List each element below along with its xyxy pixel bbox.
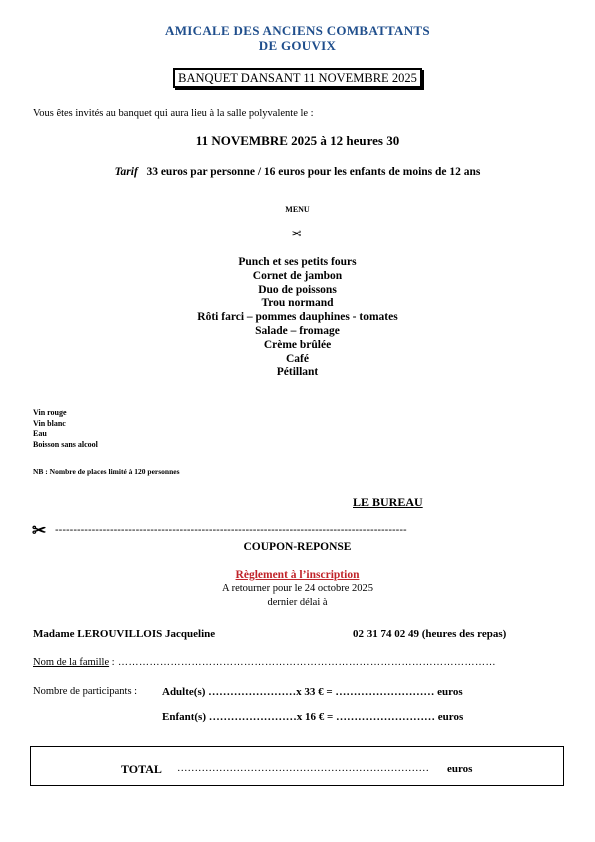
adult-count-field[interactable]: Adulte(s) ……………………x 33 € = ……………………… euros [162, 686, 463, 698]
reglement-line: Règlement à l’inscription [235, 569, 360, 581]
cut-line: ------------------------------------------------------------------------------------------------ [55, 524, 407, 536]
menu-item: Cornet de jambon [252, 269, 343, 282]
menu-item: Crème brûlée [263, 338, 332, 351]
event-date-time: 11 NOVEMBRE 2025 à 12 heures 30 [195, 133, 400, 148]
scissors-icon: ✂ [32, 521, 47, 540]
menu-item: Punch et ses petits fours [238, 256, 357, 268]
event-title-box [0, 69, 595, 87]
total-box [30, 746, 564, 786]
family-name-field[interactable]: : ……………………………………………………………………………………………… [111, 657, 497, 668]
child-count-field[interactable]: Enfant(s) ……………………x 16 € = ……………………… euros [162, 711, 464, 723]
org-name-line2: DE GOUVIX [258, 38, 337, 53]
drink-item: Boisson sans alcool [33, 439, 98, 449]
places-note: NB : Nombre de places limité à 120 personnes [33, 467, 180, 476]
contact-name: Madame LEROUVILLOIS Jacqueline [33, 628, 216, 640]
drinks-list [33, 408, 98, 450]
scissors-ornament-icon: ✂ [291, 226, 302, 240]
participants-label: Nombre de participants : [33, 686, 138, 697]
tarif-line [0, 166, 595, 178]
menu-item: Pétillant [276, 366, 319, 379]
return-date-line: A retourner pour le 24 octobre 2025 [221, 583, 374, 594]
event-title: BANQUET DANSANT 11 NOVEMBRE 2025 [173, 68, 422, 88]
menu-item: Rôti farci – pommes dauphines - tomates [197, 311, 398, 324]
drink-item: Eau [33, 429, 47, 438]
total-label: TOTAL [121, 762, 162, 776]
menu-item: Trou normand [261, 297, 334, 310]
tarif-text: 33 euros par personne / 16 euros pour les enfants de moins de 12 ans [146, 166, 481, 178]
family-name-label: Nom de la famille [33, 657, 110, 668]
menu-list [0, 256, 595, 380]
tarif-label: Tarif [114, 166, 138, 178]
coupon-title: COUPON-REPONSE [243, 541, 352, 553]
total-amount-field[interactable]: ……………………………………………………………… [177, 763, 429, 774]
menu-item: Café [286, 352, 309, 365]
family-name-row[interactable] [33, 657, 542, 668]
menu-heading: MENU [285, 205, 310, 214]
drink-item: Vin rouge [33, 408, 67, 417]
drink-item: Vin blanc [33, 418, 66, 428]
org-name-line1: AMICALE DES ANCIENS COMBATTANTS [165, 23, 430, 38]
contact-phone: 02 31 74 02 49 (heures des repas) [353, 628, 507, 640]
invitation-intro: Vous êtes invités au banquet qui aura lieu à la salle polyvalente le : [33, 108, 314, 119]
signature-le-bureau: LE BUREAU [353, 495, 423, 509]
total-unit: euros [447, 763, 473, 775]
menu-item: Salade – fromage [255, 324, 340, 337]
menu-item: Duo de poissons [258, 283, 337, 296]
deadline-line: dernier délai à [267, 597, 328, 608]
